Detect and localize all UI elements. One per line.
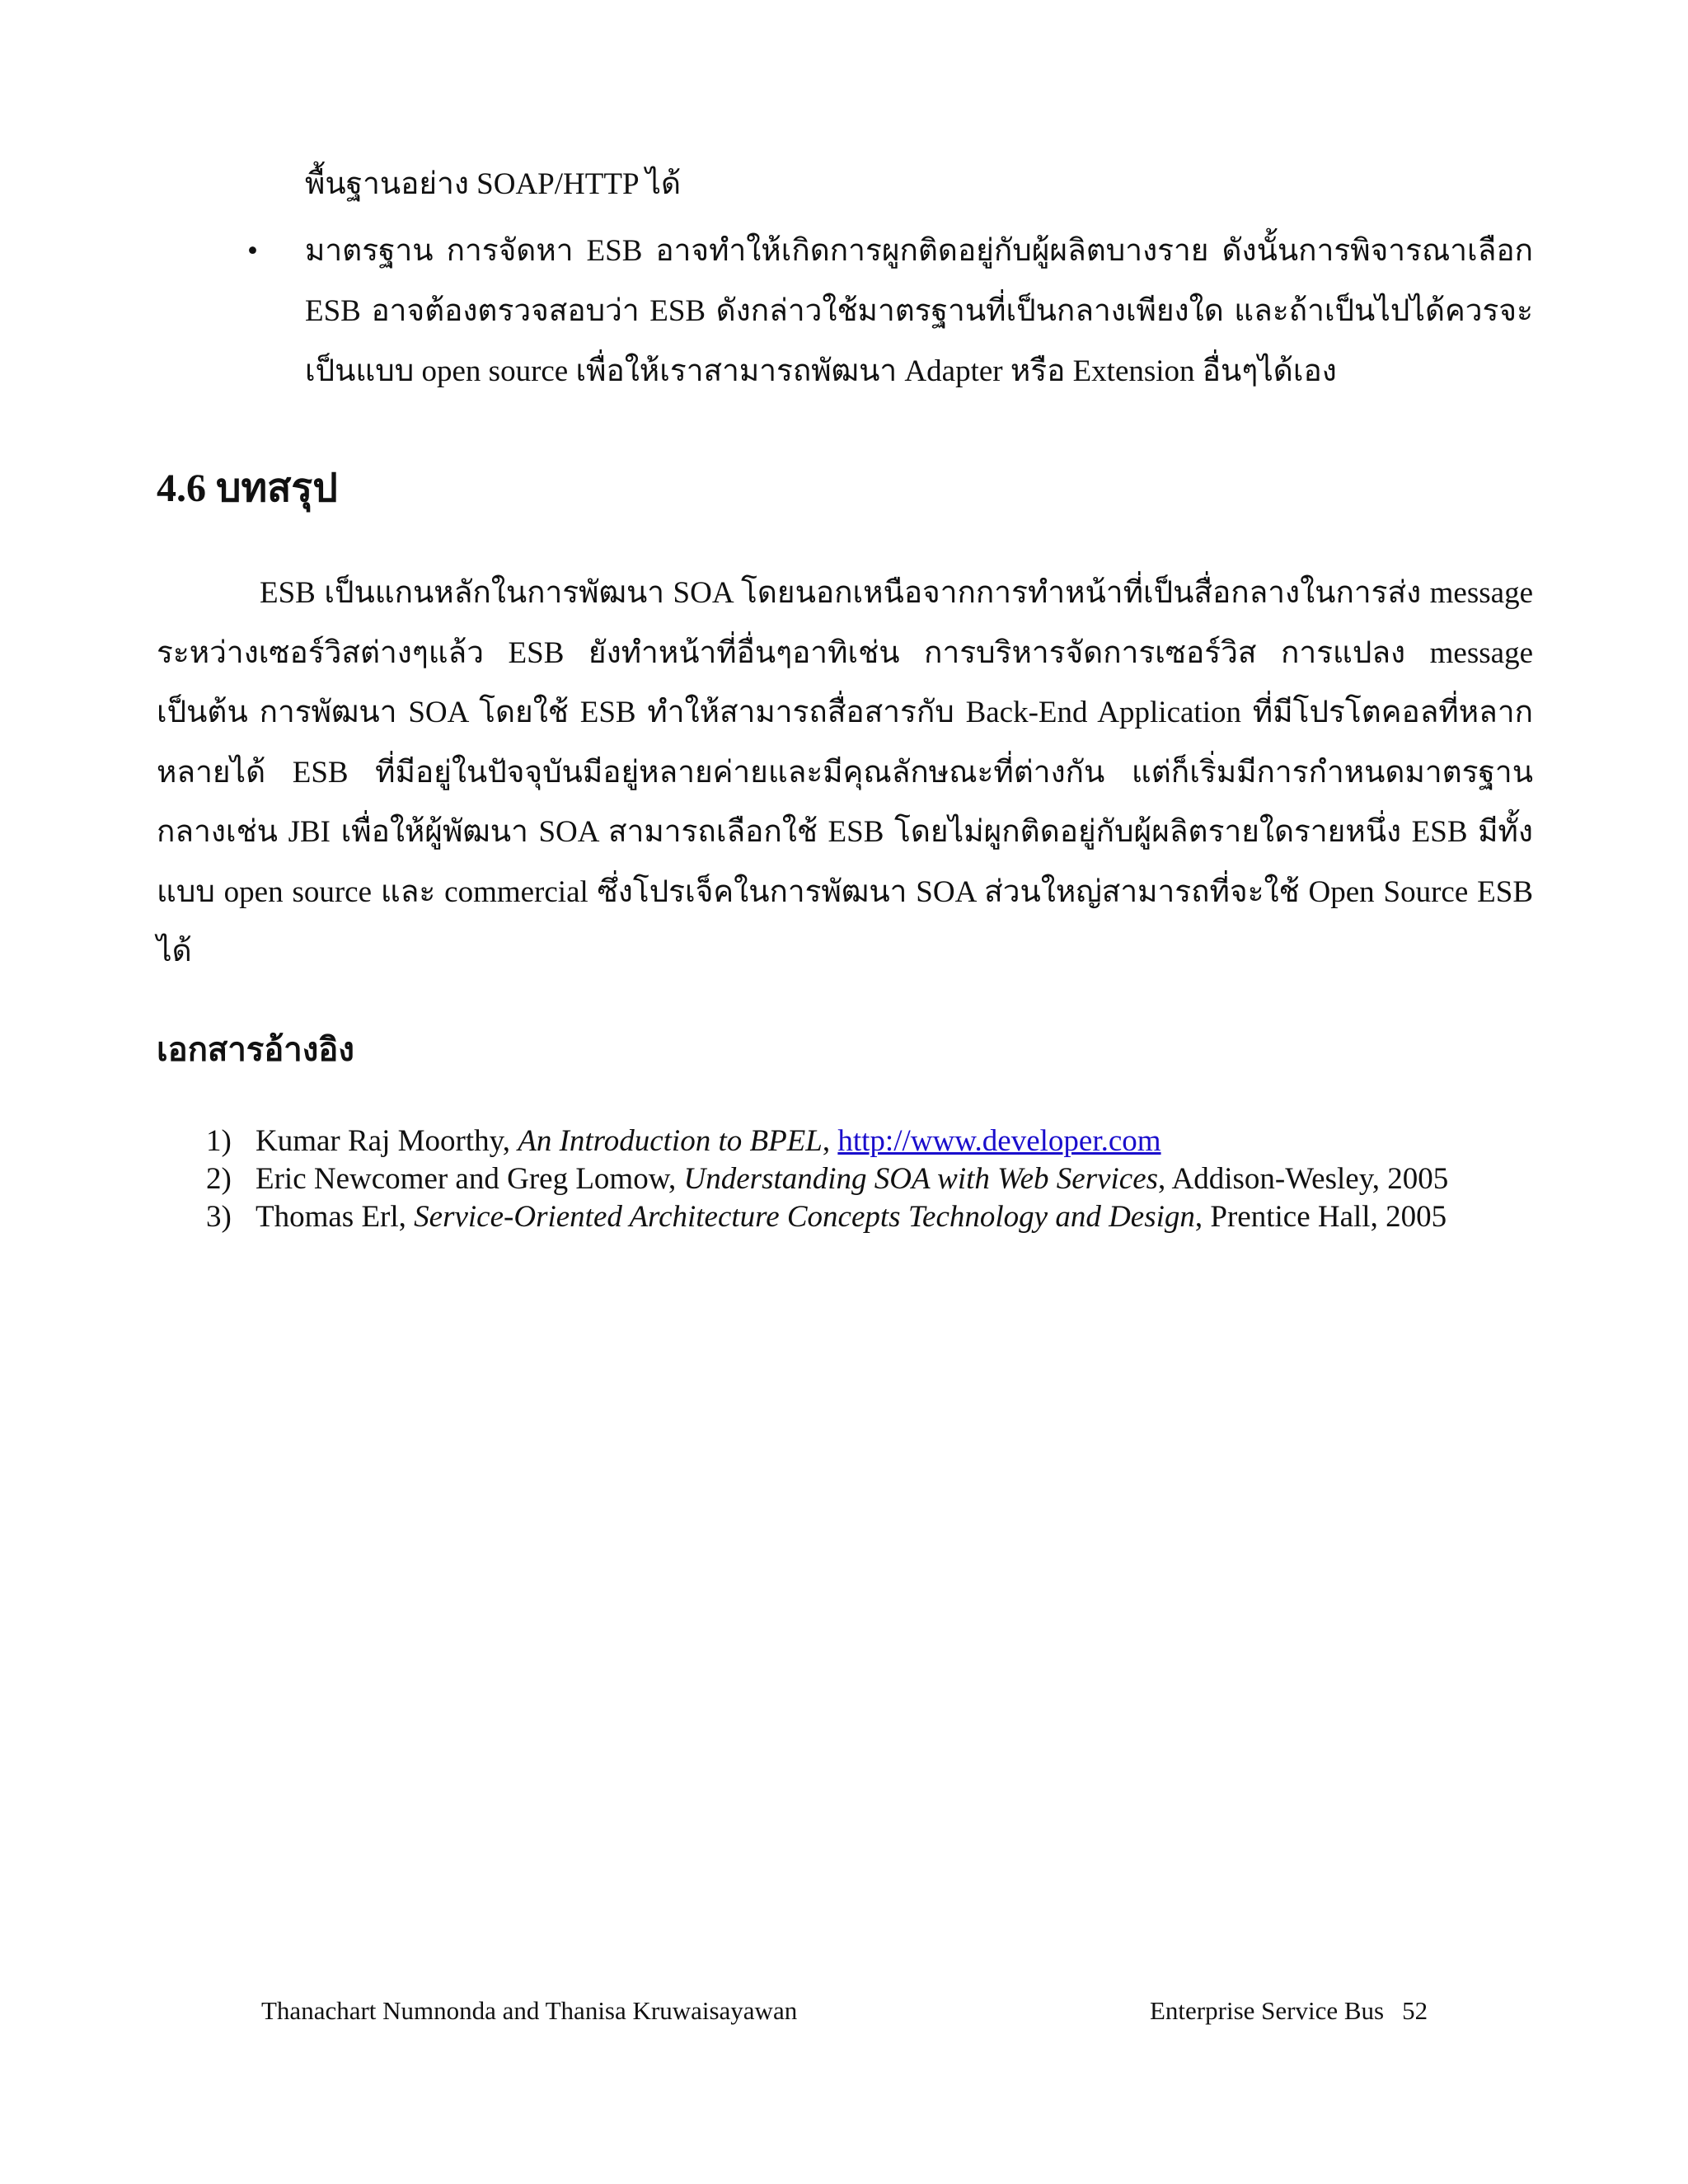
- reference-publisher: , Addison-Wesley, 2005: [1158, 1162, 1449, 1196]
- section-heading: 4.6 บทสรุป: [157, 466, 338, 510]
- reference-number: 1): [206, 1124, 232, 1158]
- reference-item-3: [206, 1198, 1492, 1236]
- reference-item-2: [206, 1160, 1492, 1198]
- continuation-line: พื้นฐานอย่าง SOAP/HTTP ได้: [305, 167, 682, 201]
- reference-number: 2): [206, 1162, 232, 1196]
- reference-separator: ,: [822, 1124, 838, 1158]
- reference-title: An Introduction to BPEL: [518, 1124, 823, 1158]
- reference-number: 3): [206, 1200, 232, 1234]
- bullet-icon: •: [247, 234, 258, 268]
- reference-link[interactable]: http://www.developer.com: [837, 1124, 1161, 1158]
- footer-title: Enterprise Service Bus: [1150, 1996, 1385, 2025]
- reference-author: Thomas Erl,: [256, 1200, 415, 1234]
- footer-authors: Thanachart Numnonda and Thanisa Kruwaisayawan: [261, 1996, 798, 2025]
- conclusion-paragraph: ESB เป็นแกนหลักในการพัฒนา SOA โดยนอกเหนือจากการทำหน้าที่เป็นสื่อกลางในการส่ง message ระหว่างเซอร์วิสต่างๆแล้ว ESB ยังทำหน้าที่อื่นๆอาทิเช่น การบริหารจัดการเซอร์วิส การแปลง message เป็นต้น การพัฒนา SOA โดยใช้ ESB ทำให้สามารถสื่อสารกับ Back-End Application ที่มีโปรโตคอลที่หลากหลายได้ ESB ที่มีอยู่ในปัจจุบันมีอยู่หลายค่ายและมีคุณลักษณะที่ต่างกัน แต่ก็เริ่มมีการกำหนดมาตรฐานกลางเช่น JBI เพื่อให้ผู้พัฒนา SOA สามารถเลือกใช้ ESB โดยไม่ผูกติดอยู่กับผู้ผลิตรายใดรายหนึ่ง ESB มีทั้งแบบ open source และ commercial ซึ่งโปรเจ็คในการพัฒนา SOA ส่วนใหญ่สามารถที่จะใช้ Open Source ESB ได้: [157, 576, 1533, 968]
- reference-title: Service-Oriented Architecture Concepts Technology and Design: [414, 1200, 1195, 1234]
- reference-list: [206, 1122, 1492, 1236]
- bullet-item: [247, 221, 1533, 401]
- reference-title: Understanding SOA with Web Services: [683, 1162, 1159, 1196]
- references-heading: เอกสารอ้างอิง: [157, 1031, 354, 1068]
- page-number: 52: [1402, 1996, 1428, 2025]
- reference-publisher: , Prentice Hall, 2005: [1194, 1200, 1447, 1234]
- reference-author: Kumar Raj Moorthy,: [256, 1124, 518, 1158]
- footer-right: [1150, 1994, 1428, 2027]
- reference-author: Eric Newcomer and Greg Lomow,: [256, 1162, 684, 1196]
- bullet-text: มาตรฐาน การจัดหา ESB อาจทำให้เกิดการผูกติดอยู่กับผู้ผลิตบางราย ดังนั้นการพิจารณาเลือก ESB อาจต้องตรวจสอบว่า ESB ดังกล่าวใช้มาตรฐานที่เป็นกลางเพียงใด และถ้าเป็นไปได้ควรจะเป็นแบบ open source เพื่อให้เราสามารถพัฒนา Adapter หรือ Extension อื่นๆได้เอง: [305, 234, 1533, 388]
- reference-item-1: [206, 1122, 1492, 1160]
